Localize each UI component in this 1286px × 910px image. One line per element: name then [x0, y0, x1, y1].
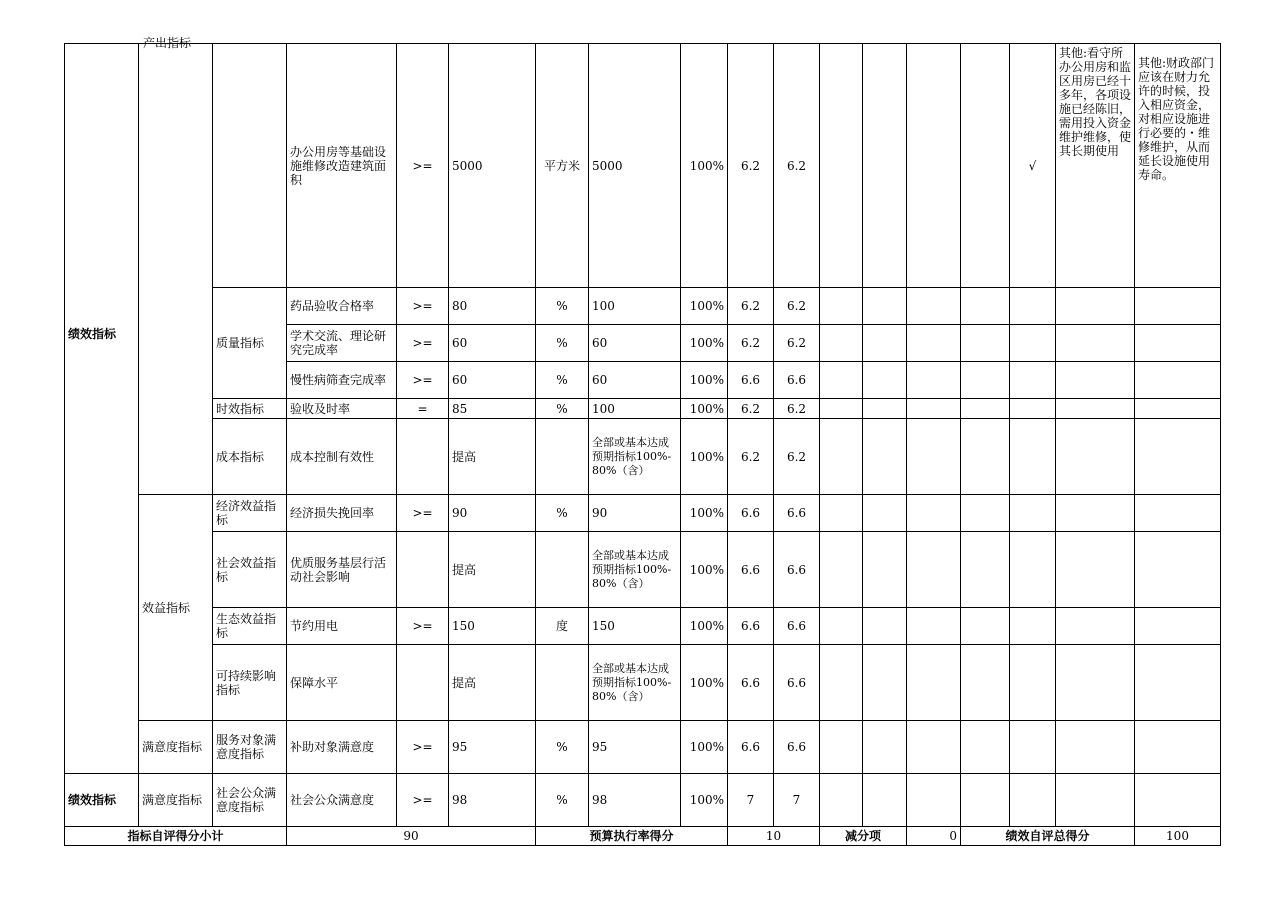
- deduct-value: 0: [907, 827, 961, 846]
- empty-cell: [1135, 362, 1221, 399]
- empty-cell: [820, 721, 863, 774]
- empty-cell: [961, 645, 1010, 721]
- empty-cell: [863, 419, 907, 495]
- score-cell: 6.2: [774, 399, 820, 419]
- weight-cell: 6.6: [728, 721, 774, 774]
- target-cell: 90: [449, 495, 536, 532]
- level3-cell: 经济效益指标: [213, 495, 287, 532]
- unit-cell: [536, 419, 589, 495]
- empty-cell: [1010, 362, 1056, 399]
- total-value: 100: [1135, 827, 1221, 846]
- empty-cell: [1056, 325, 1135, 362]
- weight-cell: 6.2: [728, 419, 774, 495]
- empty-cell: [863, 495, 907, 532]
- empty-cell: [1135, 532, 1221, 608]
- indicator-name: 慢性病筛查完成率: [287, 362, 397, 399]
- empty-cell: [863, 325, 907, 362]
- table-row: [65, 495, 1221, 532]
- target-cell: 80: [449, 288, 536, 325]
- empty-cell: [1056, 362, 1135, 399]
- empty-cell: [907, 419, 961, 495]
- score-cell: 6.6: [774, 721, 820, 774]
- unit-cell: 度: [536, 608, 589, 645]
- operator-cell: >=: [397, 495, 449, 532]
- empty-cell: [820, 532, 863, 608]
- target-cell: 95: [449, 721, 536, 774]
- empty-cell: [1056, 721, 1135, 774]
- empty-cell: [1010, 325, 1056, 362]
- weight-cell: 7: [728, 774, 774, 827]
- target-cell: 98: [449, 774, 536, 827]
- empty-cell: [961, 495, 1010, 532]
- budget-value: 10: [728, 827, 820, 846]
- indicator-name: 节约用电: [287, 608, 397, 645]
- performance-table: [64, 36, 1221, 846]
- empty-cell: [1056, 495, 1135, 532]
- operator-cell: >=: [397, 721, 449, 774]
- empty-cell: [1056, 532, 1135, 608]
- empty-cell: [1056, 399, 1135, 419]
- table-row: [65, 44, 1221, 288]
- unit-cell: %: [536, 774, 589, 827]
- empty-cell: [1135, 495, 1221, 532]
- indicator-name: 药品验收合格率: [287, 288, 397, 325]
- rate-cell: 100%: [681, 721, 728, 774]
- empty-cell: [1135, 721, 1221, 774]
- empty-cell: [1056, 608, 1135, 645]
- target-cell: 60: [449, 362, 536, 399]
- unit-cell: %: [536, 721, 589, 774]
- actual-cell: 100: [589, 399, 681, 419]
- actual-cell: 5000: [589, 44, 681, 288]
- operator-cell: [397, 419, 449, 495]
- actual-cell: 98: [589, 774, 681, 827]
- rate-cell: 100%: [681, 532, 728, 608]
- operator-cell: >=: [397, 44, 449, 288]
- level2-cell-output: [139, 36, 213, 495]
- weight-cell: 6.6: [728, 645, 774, 721]
- budget-label: 预算执行率得分: [536, 827, 728, 846]
- empty-cell: [907, 608, 961, 645]
- table-row: [65, 532, 1221, 608]
- summary-row: [65, 827, 1221, 846]
- score-cell: 6.2: [774, 44, 820, 288]
- empty-cell: [907, 495, 961, 532]
- rate-cell: 100%: [681, 362, 728, 399]
- empty-cell: [820, 419, 863, 495]
- unit-cell: %: [536, 362, 589, 399]
- empty-cell: [961, 419, 1010, 495]
- level3-cell: 质量指标: [213, 288, 287, 399]
- actual-cell: 60: [589, 325, 681, 362]
- level1-label: 绩效指标: [68, 326, 117, 341]
- indicator-name: 保障水平: [287, 645, 397, 721]
- indicator-name: 优质服务基层行活动社会影响: [287, 532, 397, 608]
- empty-cell: [907, 325, 961, 362]
- level3-cell: 生态效益指标: [213, 608, 287, 645]
- level2-cell-satisfaction: 满意度指标: [139, 721, 213, 774]
- operator-cell: [397, 645, 449, 721]
- empty-cell: [863, 44, 907, 288]
- empty-cell: [961, 44, 1010, 288]
- unit-cell: %: [536, 288, 589, 325]
- target-cell: 60: [449, 325, 536, 362]
- empty-cell: [1010, 774, 1056, 827]
- rate-cell: 100%: [681, 774, 728, 827]
- level3-cell: 时效指标: [213, 399, 287, 419]
- subtotal-label: 指标自评得分小计: [65, 827, 287, 846]
- empty-cell: [1010, 495, 1056, 532]
- empty-cell: [1135, 325, 1221, 362]
- empty-cell: [820, 362, 863, 399]
- level3-cell: 可持续影响指标: [213, 645, 287, 721]
- score-cell: 6.6: [774, 532, 820, 608]
- empty-cell: [1135, 608, 1221, 645]
- level3-cell: 成本指标: [213, 419, 287, 495]
- actual-cell: 全部或基本达成预期指标100%-80%（含）: [589, 645, 681, 721]
- empty-cell: [961, 532, 1010, 608]
- empty-cell: [863, 645, 907, 721]
- level1-cell: 绩效指标: [65, 774, 139, 827]
- empty-cell: [820, 495, 863, 532]
- level2-cell-satisfaction: 满意度指标: [139, 774, 213, 827]
- table-row: [65, 608, 1221, 645]
- unit-cell: [536, 532, 589, 608]
- empty-cell: [1135, 774, 1221, 827]
- empty-cell: [1010, 399, 1056, 419]
- rate-cell: 100%: [681, 399, 728, 419]
- table-row: [65, 419, 1221, 495]
- empty-cell: [961, 721, 1010, 774]
- operator-cell: =: [397, 399, 449, 419]
- weight-cell: 6.2: [728, 325, 774, 362]
- operator-cell: >=: [397, 362, 449, 399]
- target-cell: 85: [449, 399, 536, 419]
- weight-cell: 6.2: [728, 288, 774, 325]
- empty-cell: [820, 325, 863, 362]
- empty-cell: [820, 608, 863, 645]
- rate-cell: 100%: [681, 608, 728, 645]
- score-cell: 6.2: [774, 325, 820, 362]
- empty-cell: [820, 645, 863, 721]
- rate-cell: 100%: [681, 44, 728, 288]
- rate-cell: 100%: [681, 288, 728, 325]
- rate-cell: 100%: [681, 419, 728, 495]
- actual-cell: 90: [589, 495, 681, 532]
- actual-cell: 150: [589, 608, 681, 645]
- table-row: [65, 774, 1221, 827]
- empty-cell: [863, 608, 907, 645]
- actual-cell: 全部或基本达成预期指标100%-80%（含）: [589, 419, 681, 495]
- empty-cell: [863, 399, 907, 419]
- level3-cell: 服务对象满意度指标: [213, 721, 287, 774]
- unit-cell: %: [536, 325, 589, 362]
- empty-cell: [1056, 645, 1135, 721]
- level2-cell-benefit: 效益指标: [139, 495, 213, 721]
- table-row: [65, 645, 1221, 721]
- empty-cell: [863, 774, 907, 827]
- weight-cell: 6.6: [728, 608, 774, 645]
- empty-cell: [961, 325, 1010, 362]
- operator-cell: >=: [397, 288, 449, 325]
- operator-cell: >=: [397, 325, 449, 362]
- empty-cell: [1010, 288, 1056, 325]
- rate-cell: 100%: [681, 495, 728, 532]
- empty-cell: [1010, 532, 1056, 608]
- score-cell: 6.6: [774, 608, 820, 645]
- reason-cell: 其他:看守所办公用房和监区用房已经十多年，各项设施已经陈旧，需用投入资金维护维修，使其长期使用: [1056, 44, 1135, 288]
- target-cell: 提高: [449, 532, 536, 608]
- indicator-name: 社会公众满意度: [287, 774, 397, 827]
- deduct-label: 减分项: [820, 827, 907, 846]
- score-cell: 6.6: [774, 645, 820, 721]
- target-cell: 提高: [449, 645, 536, 721]
- empty-cell: [907, 645, 961, 721]
- unit-cell: [536, 645, 589, 721]
- empty-cell: [1010, 721, 1056, 774]
- unit-cell: %: [536, 399, 589, 419]
- actual-cell: 60: [589, 362, 681, 399]
- empty-cell: [863, 288, 907, 325]
- empty-cell: [961, 774, 1010, 827]
- indicator-name: 补助对象满意度: [287, 721, 397, 774]
- operator-cell: [397, 532, 449, 608]
- indicator-name: 办公用房等基础设施维修改造建筑面积: [287, 44, 397, 288]
- score-cell: 7: [774, 774, 820, 827]
- empty-cell: [907, 362, 961, 399]
- total-label: 绩效自评总得分: [961, 827, 1135, 846]
- target-cell: 150: [449, 608, 536, 645]
- weight-cell: 6.2: [728, 44, 774, 288]
- empty-cell: [863, 721, 907, 774]
- empty-cell: [820, 774, 863, 827]
- weight-cell: 6.6: [728, 532, 774, 608]
- unit-cell: %: [536, 495, 589, 532]
- target-cell: 5000: [449, 44, 536, 288]
- weight-cell: 6.6: [728, 495, 774, 532]
- rate-cell: 100%: [681, 325, 728, 362]
- empty-cell: [907, 399, 961, 419]
- empty-cell: [863, 362, 907, 399]
- indicator-name: 成本控制有效性: [287, 419, 397, 495]
- empty-cell: [907, 44, 961, 288]
- level3-cell: [213, 44, 287, 288]
- actual-cell: 全部或基本达成预期指标100%-80%（含）: [589, 532, 681, 608]
- target-cell: 提高: [449, 419, 536, 495]
- score-cell: 6.2: [774, 288, 820, 325]
- empty-cell: [961, 399, 1010, 419]
- indicator-name: 验收及时率: [287, 399, 397, 419]
- empty-cell: [1010, 608, 1056, 645]
- check-cell: √: [1010, 44, 1056, 288]
- empty-cell: [1010, 419, 1056, 495]
- empty-cell: [863, 532, 907, 608]
- unit-cell: 平方米: [536, 44, 589, 288]
- empty-cell: [820, 399, 863, 419]
- empty-cell: [1135, 399, 1221, 419]
- score-cell: 6.6: [774, 362, 820, 399]
- table-row: [65, 721, 1221, 774]
- empty-cell: [820, 288, 863, 325]
- empty-cell: [1056, 774, 1135, 827]
- table-row: [65, 399, 1221, 419]
- level2-label-output: 产出指标: [143, 36, 192, 50]
- operator-cell: >=: [397, 608, 449, 645]
- actual-cell: 100: [589, 288, 681, 325]
- rate-cell: 100%: [681, 645, 728, 721]
- empty-cell: [961, 288, 1010, 325]
- empty-cell: [907, 774, 961, 827]
- empty-cell: [1056, 288, 1135, 325]
- table-row: [65, 288, 1221, 325]
- empty-cell: [820, 44, 863, 288]
- indicator-name: 经济损失挽回率: [287, 495, 397, 532]
- empty-cell: [1135, 419, 1221, 495]
- empty-cell: [961, 362, 1010, 399]
- level1-cell: [65, 44, 139, 774]
- empty-cell: [1010, 645, 1056, 721]
- operator-cell: >=: [397, 774, 449, 827]
- empty-cell: [907, 288, 961, 325]
- empty-cell: [907, 721, 961, 774]
- level3-cell: 社会效益指标: [213, 532, 287, 608]
- level3-cell: 社会公众满意度指标: [213, 774, 287, 827]
- weight-cell: 6.2: [728, 399, 774, 419]
- subtotal-value: 90: [287, 827, 536, 846]
- empty-cell: [1135, 288, 1221, 325]
- score-cell: 6.2: [774, 419, 820, 495]
- measure-cell: 其他:财政部门应该在财力允许的时候，投入相应资金，对相应设施进行必要的・维修维护，从而延长设施使用寿命。: [1135, 44, 1221, 288]
- indicator-name: 学术交流、理论研究完成率: [287, 325, 397, 362]
- empty-cell: [1135, 645, 1221, 721]
- score-cell: 6.6: [774, 495, 820, 532]
- weight-cell: 6.6: [728, 362, 774, 399]
- empty-cell: [1056, 419, 1135, 495]
- empty-cell: [961, 608, 1010, 645]
- empty-cell: [907, 532, 961, 608]
- actual-cell: 95: [589, 721, 681, 774]
